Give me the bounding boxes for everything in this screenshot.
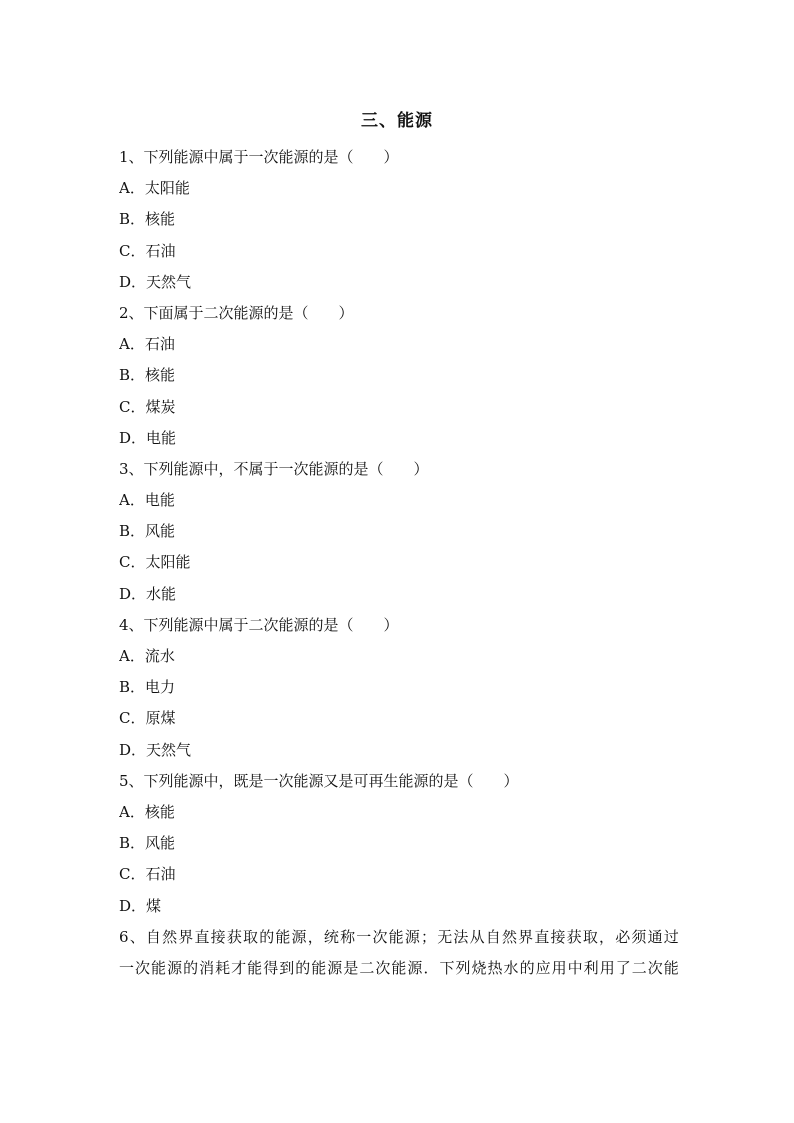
question-stem: 4、下列能源中属于二次能源的是（ ） (119, 615, 399, 634)
option-c: C．煤炭 (119, 397, 176, 416)
option-d: D．电能 (119, 428, 177, 447)
option-a: A．太阳能 (119, 179, 190, 198)
option-d: D．天然气 (119, 740, 192, 759)
page-title: 三、能源 (361, 111, 433, 131)
option-a: A．电能 (119, 491, 175, 510)
question-stem: 2、下面属于二次能源的是（ ） (119, 303, 354, 322)
option-b: B．核能 (119, 210, 176, 229)
question-list (119, 142, 679, 984)
question-stem: 5、下列能源中，既是一次能源又是可再生能源的是（ ） (119, 771, 519, 790)
option-a: A．石油 (119, 335, 175, 354)
option-d: D．天然气 (119, 272, 192, 291)
option-b: B．电力 (119, 678, 176, 697)
question-stem-line: 一次能源的消耗才能得到的能源是二次能源．下列烧热水的应用中利用了二次能 (119, 958, 679, 977)
option-d: D．水能 (119, 584, 177, 603)
option-b: B．核能 (119, 366, 176, 385)
option-b: B．风能 (119, 522, 176, 541)
option-a: A．流水 (119, 647, 175, 665)
option-c: C．石油 (119, 865, 176, 884)
question-stem: 1、下列能源中属于一次能源的是（ ） (119, 148, 399, 166)
question-stem-line: 6、自然界直接获取的能源，统称一次能源；无法从自然界直接获取，必须通过 (119, 927, 679, 946)
question-stem: 3、下列能源中，不属于一次能源的是（ ） (119, 459, 429, 478)
option-d: D．煤 (119, 896, 162, 915)
option-b: B．风能 (119, 834, 176, 853)
option-a: A．核能 (119, 802, 175, 821)
option-c: C．太阳能 (119, 553, 191, 572)
option-c: C．石油 (119, 241, 176, 260)
option-c: C．原煤 (119, 709, 176, 728)
